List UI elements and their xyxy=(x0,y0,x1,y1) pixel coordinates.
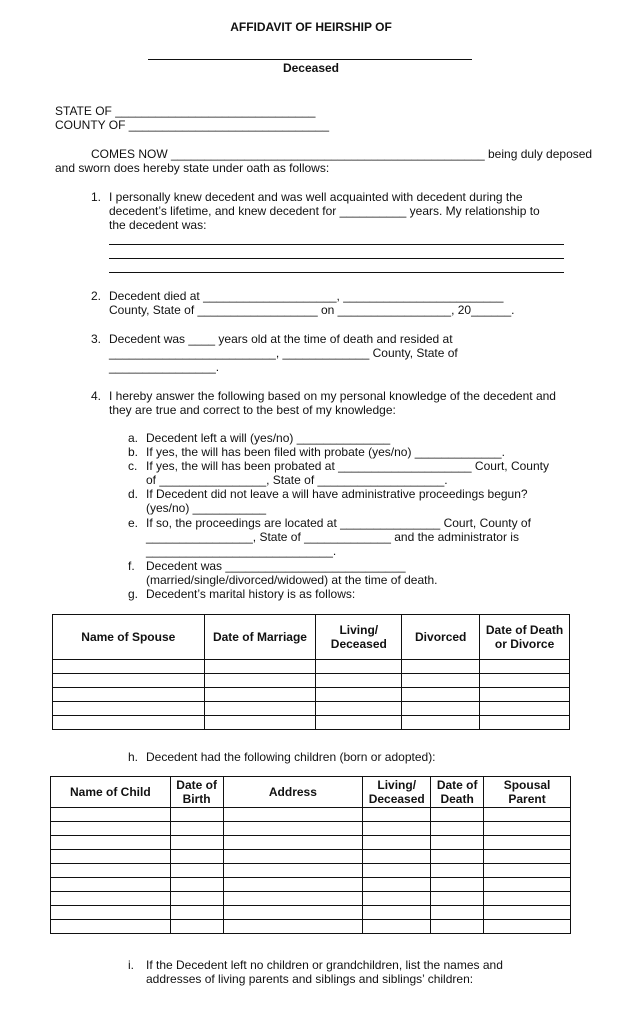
child-cell[interactable] xyxy=(223,864,363,878)
item1-number: 1. xyxy=(91,190,102,204)
child-cell[interactable] xyxy=(223,822,363,836)
child-cell[interactable] xyxy=(51,808,171,822)
child-cell[interactable] xyxy=(484,836,571,850)
marital-cell[interactable] xyxy=(53,688,205,702)
col-date-of-death: Date of Death xyxy=(431,777,484,808)
child-cell[interactable] xyxy=(170,906,223,920)
child-cell[interactable] xyxy=(363,878,431,892)
sub-c-line1[interactable]: If yes, the will has been probated at ____________________ Court, County xyxy=(146,459,549,473)
marital-cell[interactable] xyxy=(480,674,570,688)
child-cell[interactable] xyxy=(431,850,484,864)
sub-a-letter: a. xyxy=(128,431,139,445)
marital-cell[interactable] xyxy=(53,674,205,688)
table-row xyxy=(51,864,571,878)
document-title: AFFIDAVIT OF HEIRSHIP OF xyxy=(230,20,392,34)
marital-cell[interactable] xyxy=(402,688,480,702)
sub-f-line1[interactable]: Decedent was ___________________________ xyxy=(146,559,406,573)
sub-g-letter: g. xyxy=(128,587,139,601)
child-cell[interactable] xyxy=(170,808,223,822)
table-row xyxy=(51,920,571,934)
deceased-label: Deceased xyxy=(282,61,340,75)
child-cell[interactable] xyxy=(484,920,571,934)
marital-cell[interactable] xyxy=(316,702,402,716)
child-cell[interactable] xyxy=(170,850,223,864)
item1-line3: the decedent was: xyxy=(109,218,207,232)
marital-cell[interactable] xyxy=(402,660,480,674)
marital-cell[interactable] xyxy=(53,716,205,730)
item3-number: 3. xyxy=(91,332,102,346)
item2-line2[interactable]: County, State of __________________ on _________________, 20______. xyxy=(109,303,515,317)
item4-number: 4. xyxy=(91,389,102,403)
sub-c-line2[interactable]: of ________________, State of ___________________. xyxy=(146,473,448,487)
sub-e-letter: e. xyxy=(128,516,139,530)
decedent-name-line[interactable] xyxy=(148,59,472,60)
child-cell[interactable] xyxy=(51,836,171,850)
child-cell[interactable] xyxy=(363,808,431,822)
sub-e-line3[interactable]: ____________________________. xyxy=(146,544,337,558)
child-cell[interactable] xyxy=(51,906,171,920)
item4-line2: they are true and correct to the best of my knowledge: xyxy=(109,403,396,417)
child-cell[interactable] xyxy=(223,892,363,906)
col-date-of-birth: Date of Birth xyxy=(170,777,223,808)
marital-cell[interactable] xyxy=(316,674,402,688)
child-cell[interactable] xyxy=(223,906,363,920)
col-living-deceased: Living/ Deceased xyxy=(316,615,402,660)
child-cell[interactable] xyxy=(484,850,571,864)
relationship-line-1[interactable] xyxy=(109,244,564,245)
marital-cell[interactable] xyxy=(402,716,480,730)
child-cell[interactable] xyxy=(484,906,571,920)
sub-g: Decedent’s marital history is as follows: xyxy=(146,587,356,601)
marital-cell[interactable] xyxy=(204,702,316,716)
table-row xyxy=(51,906,571,920)
table-row xyxy=(51,878,571,892)
marital-cell[interactable] xyxy=(480,688,570,702)
child-cell[interactable] xyxy=(170,892,223,906)
child-cell[interactable] xyxy=(223,808,363,822)
marital-cell[interactable] xyxy=(480,716,570,730)
child-cell[interactable] xyxy=(484,878,571,892)
marital-cell[interactable] xyxy=(316,688,402,702)
child-cell[interactable] xyxy=(51,864,171,878)
item2-number: 2. xyxy=(91,289,102,303)
sub-i-line2: addresses of living parents and siblings and siblings’ children: xyxy=(146,972,474,986)
marital-cell[interactable] xyxy=(402,702,480,716)
child-cell[interactable] xyxy=(431,892,484,906)
table-row xyxy=(51,822,571,836)
child-cell[interactable] xyxy=(431,906,484,920)
child-cell[interactable] xyxy=(51,850,171,864)
col-address: Address xyxy=(223,777,363,808)
marital-cell[interactable] xyxy=(316,716,402,730)
sub-f-line2: (married/single/divorced/widowed) at the time of death. xyxy=(146,573,438,587)
col-date-of-death-or-divorce: Date of Death or Divorce xyxy=(480,615,570,660)
child-cell[interactable] xyxy=(170,878,223,892)
item4-line1: I hereby answer the following based on my personal knowledge of the decedent and xyxy=(109,389,556,403)
sub-a[interactable]: Decedent left a will (yes/no) ______________ xyxy=(146,431,391,445)
sub-f-letter: f. xyxy=(128,559,135,573)
item1-line2[interactable]: decedent’s lifetime, and knew decedent for __________ years. My relationship to xyxy=(109,204,540,218)
table-row xyxy=(53,702,570,716)
child-cell[interactable] xyxy=(223,878,363,892)
marital-cell[interactable] xyxy=(480,660,570,674)
marital-cell[interactable] xyxy=(204,716,316,730)
child-cell[interactable] xyxy=(431,836,484,850)
table-row xyxy=(53,660,570,674)
child-cell[interactable] xyxy=(363,892,431,906)
child-cell[interactable] xyxy=(51,822,171,836)
child-cell[interactable] xyxy=(170,920,223,934)
child-cell[interactable] xyxy=(431,878,484,892)
child-cell[interactable] xyxy=(223,836,363,850)
col-spousal-parent: Spousal Parent xyxy=(484,777,571,808)
child-cell[interactable] xyxy=(431,822,484,836)
children-table xyxy=(50,776,571,934)
col-divorced: Divorced xyxy=(402,615,480,660)
child-cell[interactable] xyxy=(363,836,431,850)
sub-b-letter: b. xyxy=(128,445,139,459)
child-cell[interactable] xyxy=(363,920,431,934)
sub-d-line2[interactable]: (yes/no) ___________ xyxy=(146,501,267,515)
marital-history-table xyxy=(52,614,570,730)
table-row xyxy=(51,808,571,822)
marital-cell[interactable] xyxy=(204,674,316,688)
child-cell[interactable] xyxy=(363,864,431,878)
marital-cell[interactable] xyxy=(53,660,205,674)
sub-c-letter: c. xyxy=(128,459,138,473)
table-row xyxy=(51,836,571,850)
child-cell[interactable] xyxy=(363,822,431,836)
child-cell[interactable] xyxy=(223,850,363,864)
marital-cell[interactable] xyxy=(204,660,316,674)
item3-line3[interactable]: ________________. xyxy=(109,360,220,374)
child-cell[interactable] xyxy=(431,808,484,822)
child-cell[interactable] xyxy=(223,920,363,934)
comes-now-line2: and sworn does hereby state under oath as follows: xyxy=(55,161,330,175)
child-cell[interactable] xyxy=(484,864,571,878)
child-cell[interactable] xyxy=(51,892,171,906)
sub-h: Decedent had the following children (born or adopted): xyxy=(146,750,436,764)
sub-h-letter: h. xyxy=(128,750,139,764)
child-cell[interactable] xyxy=(363,906,431,920)
item3-line2[interactable]: _________________________, _____________ County, State of xyxy=(109,346,458,360)
county-field[interactable]: COUNTY OF ______________________________ xyxy=(55,118,329,132)
item1-line1: I personally knew decedent and was well acquainted with decedent during the xyxy=(109,190,523,204)
comes-now-line1[interactable]: COMES NOW _______________________________________________ being duly deposed xyxy=(91,147,593,161)
child-cell[interactable] xyxy=(51,920,171,934)
sub-e-line2[interactable]: ________________, State of _____________ and the administrator is xyxy=(146,530,519,544)
item2-line1[interactable]: Decedent died at ____________________, ________________________ xyxy=(109,289,504,303)
child-cell[interactable] xyxy=(51,878,171,892)
marital-cell[interactable] xyxy=(316,660,402,674)
child-cell[interactable] xyxy=(484,892,571,906)
state-field[interactable]: STATE OF ______________________________ xyxy=(55,104,316,118)
table-row xyxy=(53,674,570,688)
table-row xyxy=(53,688,570,702)
marital-cell[interactable] xyxy=(480,702,570,716)
table-row xyxy=(53,716,570,730)
col-date-of-marriage: Date of Marriage xyxy=(204,615,316,660)
table-row xyxy=(51,850,571,864)
col-name-of-spouse: Name of Spouse xyxy=(53,615,205,660)
sub-d-line1: If Decedent did not leave a will have administrative proceedings begun? xyxy=(146,487,528,501)
sub-i-line1: If the Decedent left no children or grandchildren, list the names and xyxy=(146,958,503,972)
sub-b[interactable]: If yes, the will has been filed with probate (yes/no) _____________. xyxy=(146,445,505,459)
item3-line1[interactable]: Decedent was ____ years old at the time of death and resided at xyxy=(109,332,453,346)
marital-cell[interactable] xyxy=(53,702,205,716)
child-cell[interactable] xyxy=(170,822,223,836)
sub-i-letter: i. xyxy=(128,958,134,972)
child-cell[interactable] xyxy=(170,836,223,850)
marital-cell[interactable] xyxy=(204,688,316,702)
child-cell[interactable] xyxy=(363,850,431,864)
col-name-of-child: Name of Child xyxy=(51,777,171,808)
child-cell[interactable] xyxy=(170,864,223,878)
child-cell[interactable] xyxy=(484,808,571,822)
child-cell[interactable] xyxy=(431,864,484,878)
child-cell[interactable] xyxy=(431,920,484,934)
child-cell[interactable] xyxy=(484,822,571,836)
col-child-living-deceased: Living/ Deceased xyxy=(363,777,431,808)
sub-e-line1[interactable]: If so, the proceedings are located at _______________ Court, County of xyxy=(146,516,531,530)
relationship-line-3[interactable] xyxy=(109,272,564,273)
marital-cell[interactable] xyxy=(402,674,480,688)
relationship-line-2[interactable] xyxy=(109,258,564,259)
table-row xyxy=(51,892,571,906)
sub-d-letter: d. xyxy=(128,487,139,501)
